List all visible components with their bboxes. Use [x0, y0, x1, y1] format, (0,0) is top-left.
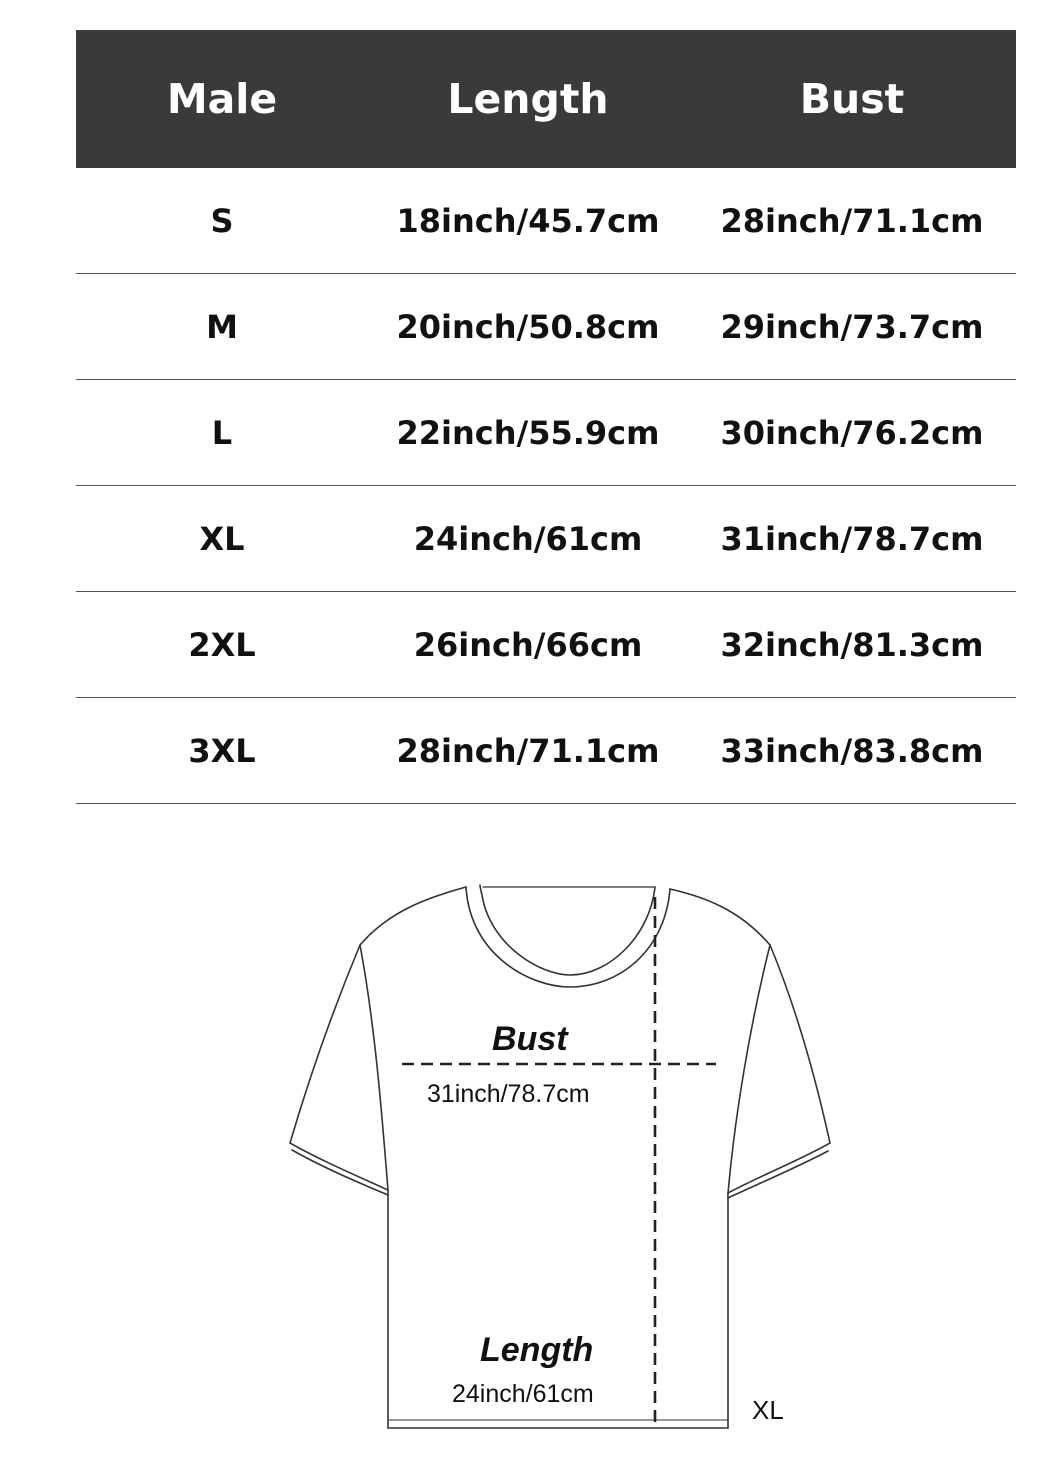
- bust-cell: 33inch/83.8cm: [720, 731, 984, 770]
- table-row: [76, 592, 1016, 698]
- length-cell: 20inch/50.8cm: [396, 307, 660, 346]
- bust-value: 31inch/78.7cm: [427, 1080, 590, 1108]
- size-cell: XL: [199, 519, 245, 558]
- header-bust: Bust: [799, 75, 905, 123]
- header-length: Length: [447, 75, 609, 123]
- bust-label: Bust: [492, 1020, 568, 1058]
- size-cell: M: [206, 307, 238, 346]
- bust-cell: 31inch/78.7cm: [720, 519, 984, 558]
- length-cell: 28inch/71.1cm: [396, 731, 660, 770]
- table-row: [76, 380, 1016, 486]
- table-row: [76, 274, 1016, 380]
- table-row: [76, 698, 1016, 804]
- length-value: 24inch/61cm: [452, 1380, 594, 1408]
- length-label: Length: [480, 1331, 594, 1369]
- size-tag: XL: [752, 1395, 784, 1425]
- length-cell: 22inch/55.9cm: [396, 413, 660, 452]
- size-cell: L: [211, 413, 233, 452]
- length-cell: 24inch/61cm: [413, 519, 643, 558]
- length-cell: 18inch/45.7cm: [396, 201, 660, 240]
- bust-cell: 28inch/71.1cm: [720, 201, 984, 240]
- header-male: Male: [166, 75, 278, 123]
- bust-cell: 29inch/73.7cm: [720, 307, 984, 346]
- bust-cell: 32inch/81.3cm: [720, 625, 984, 664]
- bust-cell: 30inch/76.2cm: [720, 413, 984, 452]
- size-chart-table: [76, 30, 1016, 804]
- length-cell: 26inch/66cm: [413, 625, 643, 664]
- tshirt-measurement-diagram: [280, 875, 850, 1445]
- size-cell: 2XL: [188, 625, 256, 664]
- size-cell: 3XL: [188, 731, 256, 770]
- table-header: [76, 30, 1016, 168]
- table-row: [76, 486, 1016, 592]
- table-row: [76, 168, 1016, 274]
- size-cell: S: [210, 201, 234, 240]
